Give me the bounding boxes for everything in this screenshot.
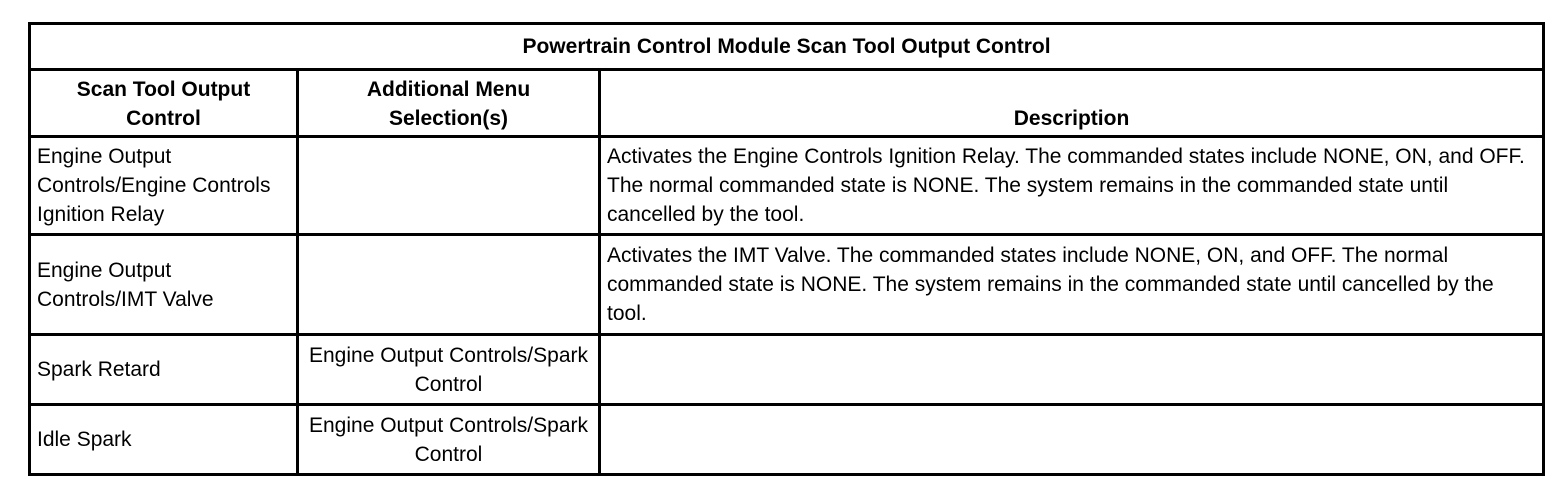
cell-output-control: Engine Output Controls/IMT Valve [30,235,298,335]
cell-description [600,405,1544,475]
cell-menu-selection [298,137,600,235]
cell-output-control: Idle Spark [30,405,298,475]
table-row [30,335,1544,405]
cell-output-control: Spark Retard [30,335,298,405]
header-scan-tool-output-control: Scan Tool Output Control [30,70,298,137]
table-row [30,405,1544,475]
table-title: Powertrain Control Module Scan Tool Output Control [30,24,1544,70]
table-title-row [30,24,1544,70]
cell-menu-selection [298,235,600,335]
cell-menu-selection: Engine Output Controls/Spark Control [298,335,600,405]
table-header-row [30,70,1544,137]
output-control-table [28,22,1545,476]
table-row [30,137,1544,235]
header-additional-menu-selections: Additional Menu Selection(s) [298,70,600,137]
cell-description: Activates the Engine Controls Ignition Relay. The commanded states include NONE, ON, and OFF. The normal commanded state is NONE. The system remains in the commanded state until cancelled by the tool. [600,137,1544,235]
cell-description [600,335,1544,405]
cell-menu-selection: Engine Output Controls/Spark Control [298,405,600,475]
cell-output-control: Engine Output Controls/Engine Controls Ignition Relay [30,137,298,235]
cell-description: Activates the IMT Valve. The commanded states include NONE, ON, and OFF. The normal commanded state is NONE. The system remains in the commanded state until cancelled by the tool. [600,235,1544,335]
table-row [30,235,1544,335]
header-description: Description [600,70,1544,137]
